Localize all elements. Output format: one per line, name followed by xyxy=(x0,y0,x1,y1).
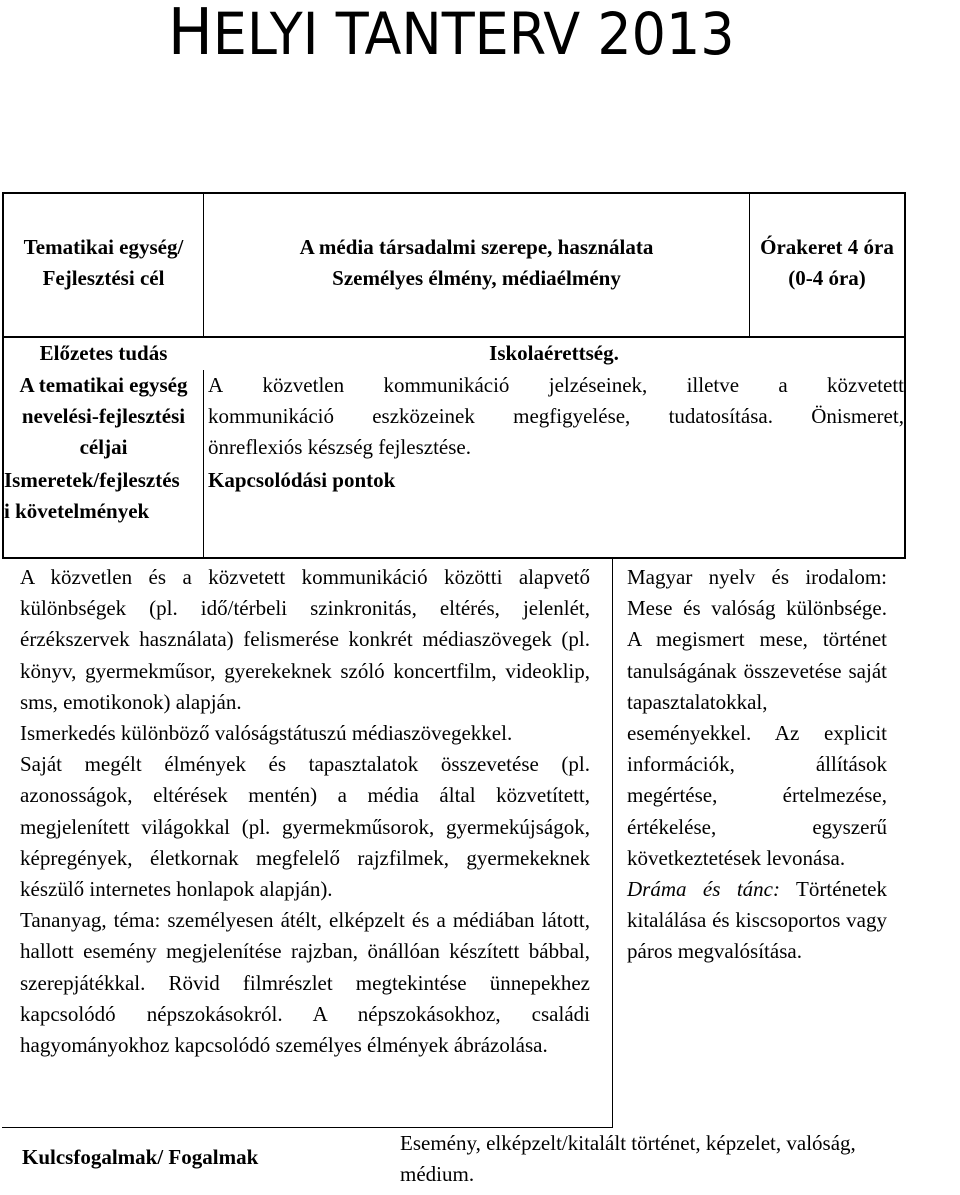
thematic-unit-title: A média társadalmi szerepe, használata Személyes élmény, médiaélmény xyxy=(299,235,654,290)
table-top-border xyxy=(2,192,906,194)
content-paragraph-2: Ismerkedés különböző valóságstátuszú médiaszövegekkel. xyxy=(20,721,513,746)
prior-knowledge-label: Előzetes tudás xyxy=(39,341,168,365)
connection-drama-text: Történetek kitalálása és kiscsoportos vagy páros megvalósítása. xyxy=(627,877,887,964)
goals-label: A tematikai egység nevelési-fejlesztési céljai xyxy=(19,373,188,459)
goals-text xyxy=(208,370,904,463)
goals-line-1 xyxy=(208,370,904,401)
goals-line-2 xyxy=(208,401,904,432)
connection-drama-label: Dráma és tánc: xyxy=(627,877,780,902)
table-right-border xyxy=(904,192,906,559)
goals-word: közvetlen xyxy=(262,373,345,397)
keywords-label: Kulcsfogalmak/ Fogalmak xyxy=(22,1145,259,1169)
goals-word: jelzéseinek, xyxy=(548,373,648,397)
content-paragraph-1: A közvetlen és a közvetett kommunikáció közötti alapvető különbségek (pl. idő/térbeli szinkronitás, eltérés, jelenlét, érzékszervek használata) felismerése konkrét médiaszövegek (pl. könyv, gyermekműsor, gyerekeknek szóló koncertfilm, videoklip, sms, emotikonok) alapján. xyxy=(20,565,590,714)
goals-word: A xyxy=(208,373,224,397)
goals-word: kommunikáció xyxy=(383,373,510,397)
content-paragraph-4: Tananyag, téma: személyesen átélt, elképzelt és a médiában látott, hallott esemény megjelenítése rajzban, önállóan készített bábbal, szerepjátékkal. Rövid filmrészlet megtekintése ünnepekhez kapcsolódó népszokásokról. A népszokásokhoz, családi hagyományokhoz kapcsolódó személyes élmények ábrázolása. xyxy=(20,908,590,1058)
connections-body xyxy=(627,562,887,968)
connection-hungarian-text: Mese és valóság különbsége. A megismert mese, történet tanulságának összevetése saját tapasztalatokkal, eseményekkel. Az explicit információk, állítások megértése, értelmezése, értékelése, egyszerű következtetések levonása. xyxy=(627,596,887,870)
goals-word: Önismeret, xyxy=(811,404,904,428)
content-body xyxy=(20,562,590,1061)
goals-word: megfigyelése, xyxy=(513,404,631,428)
requirements-label: Ismeretek/fejlesztés i követelmények xyxy=(4,468,180,523)
connection-hungarian xyxy=(627,562,887,874)
thematic-unit-label: Tematikai egység/ Fejlesztési cél xyxy=(23,235,184,290)
goals-line-3: önreflexiós készség fejlesztése. xyxy=(208,435,471,459)
goals-word: tudatosítása. xyxy=(668,404,773,428)
content-column-divider xyxy=(612,559,613,1127)
connection-hungarian-label: Magyar nyelv és irodalom: xyxy=(627,565,887,589)
time-frame: Órakeret 4 óra (0-4 óra) xyxy=(760,235,894,290)
document-title: HELYI TANTERV 2013 xyxy=(168,0,735,70)
connection-drama xyxy=(627,874,887,968)
goals-word: kommunikáció xyxy=(208,404,334,428)
content-paragraph-3: Saját megélt élmények és tapasztalatok összevetése (pl. azonosságok, eltérések mentén) a média által közvetített, megjelenített világokkal (pl. gyermekműsorok, gyermekújságok, képregények, életkornak megfelelő rajzfilmek, gyermekeknek készülő internetes honlapok alapján). xyxy=(20,752,590,902)
goals-word: a xyxy=(778,373,788,397)
label-column-divider-lower xyxy=(203,370,204,559)
goals-word: illetve xyxy=(686,373,740,397)
prior-knowledge-value: Iskolaérettség. xyxy=(489,341,619,365)
goals-word: eszközeinek xyxy=(372,404,475,428)
keywords-value: Esemény, elképzelt/kitalált történet, képzelet, valóság, médium. xyxy=(400,1131,856,1186)
goals-word: közvetett xyxy=(827,373,904,397)
table-lower-border xyxy=(2,557,906,559)
connections-label: Kapcsolódási pontok xyxy=(208,468,396,492)
